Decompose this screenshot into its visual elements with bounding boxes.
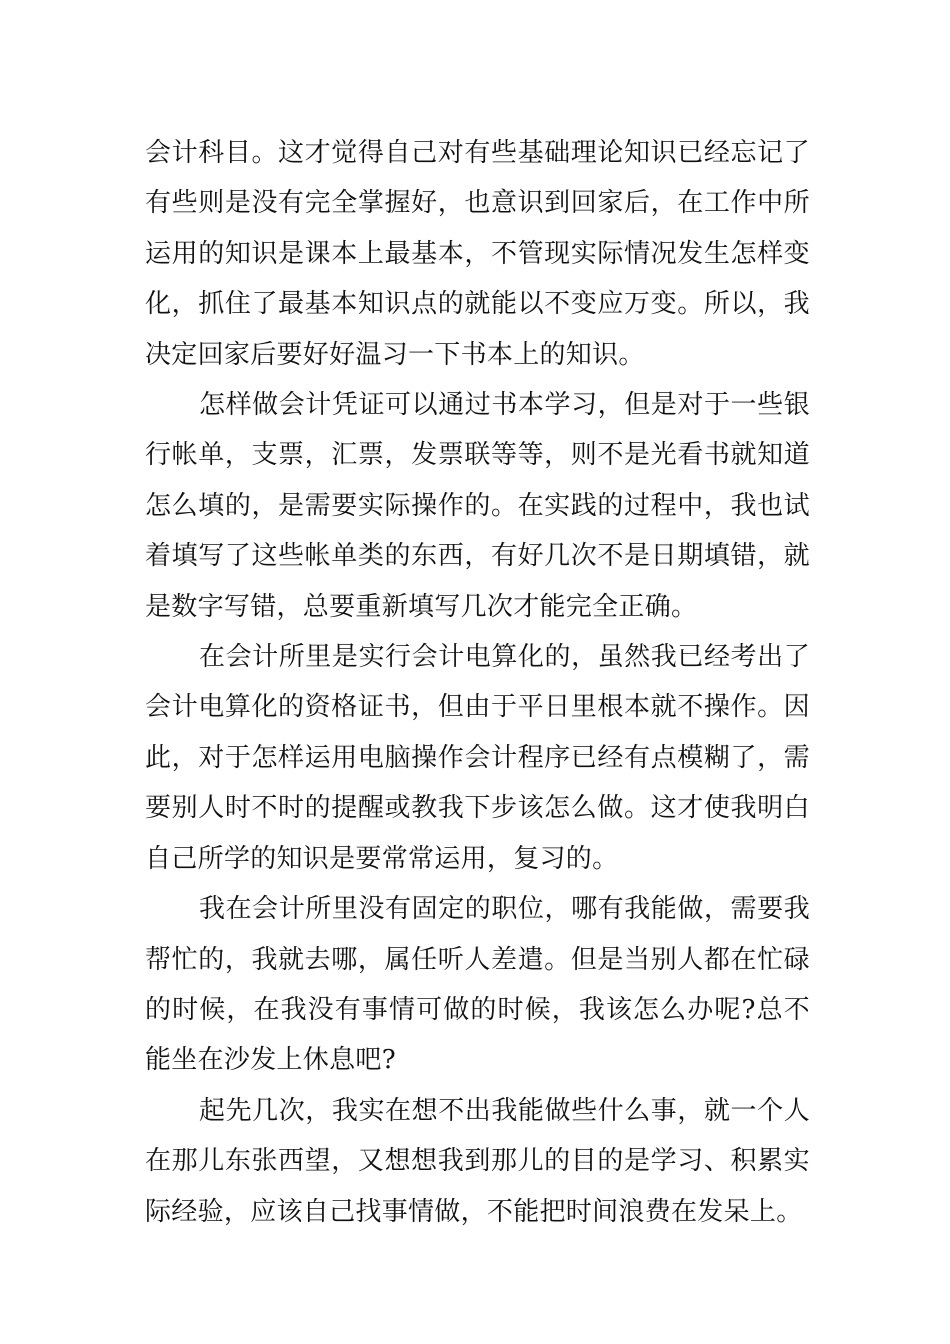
paragraph-no-fixed-position: 我在会计所里没有固定的职位，哪有我能做，需要我帮忙的，我就去哪，属任听人差遣。但是当别人都在忙碌的时候，在我没有事情可做的时候，我该怎么办呢?总不能坐在沙发上休息吧? [145, 894, 810, 1076]
paragraph-continued: 会计科目。这才觉得自己对有些基础理论知识已经忘记了有些则是没有完全掌握好，也意识到回家后，在工作中所运用的知识是课本上最基本，不管现实际情况发生怎样变化，抓住了最基本知识点的就能以不变应万变。所以，我决定回家后要好好温习一下书本上的知识。 [145, 138, 810, 370]
paragraph-computerized-accounting: 在会计所里是实行会计电算化的，虽然我已经考出了会计电算化的资格证书，但由于平日里根本就不操作。因此，对于怎样运用电脑操作会计程序已经有点模糊了，需要别人时不时的提醒或教我下步该怎么做。这才使我明白自己所学的知识是要常常运用，复习的。 [145, 642, 810, 874]
paragraph-accounting-vouchers: 怎样做会计凭证可以通过书本学习，但是对于一些银行帐单，支票，汇票，发票联等等，则不是光看书就知道怎么填的，是需要实际操作的。在实践的过程中，我也试着填写了这些帐单类的东西，有好几次不是日期填错，就是数字写错，总要重新填写几次才能完全正确。 [145, 390, 810, 622]
paragraph-first-few-times: 起先几次，我实在想不出我能做些什么事，就一个人在那儿东张西望，又想想我到那儿的目的是学习、积累实际经验，应该自己找事情做，不能把时间浪费在发呆上。 [145, 1095, 810, 1227]
